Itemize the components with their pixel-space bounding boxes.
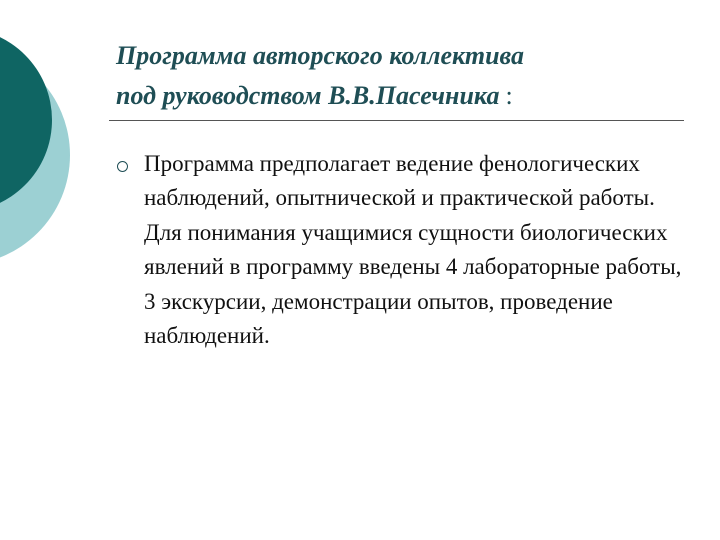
slide-title-line1: Программа авторского коллектива [116,41,524,70]
bullet-list [117,147,697,353]
hollow-circle-bullet-icon [117,161,128,172]
title-divider [109,120,684,121]
slide-title [116,36,696,116]
slide-title-colon: : [505,81,513,110]
bullet-text: Программа предполагает ведение фенологических наблюдений, опытнической и практической работы. Для понимания учащимися сущности биологических явлений в программу введены 4 лабораторные работы, 3 экскурсии, демонстрации опытов, проведение наблюдений. [144,151,682,349]
bullet-item [117,147,697,353]
slide-title-line2: под руководством В.В.Пасечника [116,81,500,110]
decorative-circles [0,0,110,300]
